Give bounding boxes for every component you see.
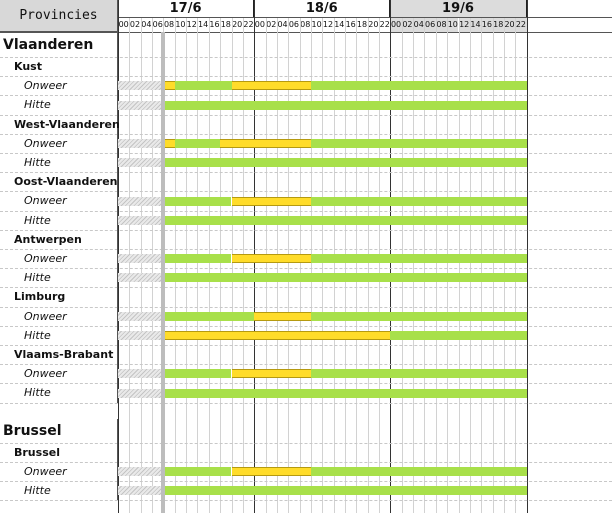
past-period-hatch (118, 369, 163, 378)
hour-gridline (424, 18, 425, 513)
hour-gridline (515, 18, 516, 513)
hour-label: 20 (368, 18, 379, 32)
hour-gridline (322, 18, 323, 513)
warning-bar-green[interactable] (311, 312, 527, 321)
past-period-hatch (118, 486, 163, 495)
hour-label: 00 (390, 18, 401, 32)
hour-label: 14 (197, 18, 208, 32)
hour-gridline (152, 18, 153, 513)
province-label: Brussel (0, 443, 118, 462)
hour-gridline (186, 18, 187, 513)
hour-label: 02 (402, 18, 413, 32)
region-label: Brussel (0, 419, 118, 443)
warning-bar-green[interactable] (163, 101, 526, 110)
warning-bar-green[interactable] (311, 197, 527, 206)
day-header: 17/6 (118, 0, 254, 17)
past-period-hatch (118, 389, 163, 398)
hour-label: 08 (300, 18, 311, 32)
hour-label: 12 (322, 18, 333, 32)
hour-label: 04 (141, 18, 152, 32)
hour-gridline (345, 18, 346, 513)
warning-bar-yellow[interactable] (163, 331, 390, 340)
warning-bar-green[interactable] (311, 467, 527, 476)
warning-bar-green[interactable] (163, 312, 254, 321)
warning-bar-green[interactable] (163, 389, 526, 398)
warning-bar-yellow[interactable] (232, 369, 311, 378)
past-period-hatch (118, 81, 163, 90)
hazard-label: Onweer (0, 249, 118, 268)
hour-gridline (459, 18, 460, 513)
province-label: Vlaams-Brabant (0, 345, 118, 364)
province-label: Kust (0, 57, 118, 76)
row-separator (0, 403, 612, 404)
hour-label: 20 (504, 18, 515, 32)
warning-bar-green[interactable] (163, 197, 231, 206)
hour-gridline (436, 18, 437, 513)
hour-label: 02 (129, 18, 140, 32)
day-header: 19/6 (390, 0, 526, 17)
hour-label: 10 (447, 18, 458, 32)
past-period-hatch (118, 101, 163, 110)
hour-label: 06 (424, 18, 435, 32)
province-label: Antwerpen (0, 230, 118, 249)
hour-gridline (141, 18, 142, 513)
hazard-label: Hitte (0, 383, 118, 402)
current-time-marker (161, 32, 165, 513)
hour-label: 06 (152, 18, 163, 32)
hour-gridline (379, 18, 380, 513)
hour-gridline (334, 18, 335, 513)
hour-label: 20 (232, 18, 243, 32)
hour-label: 10 (175, 18, 186, 32)
hazard-label: Onweer (0, 307, 118, 326)
hour-label: 16 (481, 18, 492, 32)
hour-gridline (481, 18, 482, 513)
hour-gridline (504, 18, 505, 513)
past-period-hatch (118, 216, 163, 225)
warning-bar-yellow[interactable] (232, 197, 311, 206)
hazard-label: Hitte (0, 153, 118, 172)
hour-gridline (288, 18, 289, 513)
warning-bar-yellow[interactable] (254, 312, 311, 321)
past-period-hatch (118, 254, 163, 263)
hour-gridline (311, 18, 312, 513)
hour-gridline (129, 18, 130, 513)
hour-label: 18 (493, 18, 504, 32)
hour-label: 08 (436, 18, 447, 32)
warning-bar-yellow[interactable] (220, 139, 311, 148)
hour-gridline (402, 18, 403, 513)
hour-gridline (300, 18, 301, 513)
past-period-hatch (118, 139, 163, 148)
header-divider (118, 17, 612, 18)
warning-bar-yellow[interactable] (232, 254, 311, 263)
hazard-label: Hitte (0, 268, 118, 287)
hour-gridline (175, 18, 176, 513)
warning-bar-green[interactable] (175, 81, 232, 90)
province-label: West-Vlaanderen (0, 115, 118, 134)
hour-gridline (209, 18, 210, 513)
warning-bar-yellow[interactable] (232, 81, 311, 90)
hour-label: 12 (186, 18, 197, 32)
hour-gridline (413, 18, 414, 513)
warning-bar-green[interactable] (163, 467, 231, 476)
hour-label: 16 (209, 18, 220, 32)
hour-label: 04 (277, 18, 288, 32)
hazard-label: Onweer (0, 191, 118, 210)
hour-label: 18 (220, 18, 231, 32)
past-period-hatch (118, 331, 163, 340)
hazard-label: Onweer (0, 364, 118, 383)
warning-bar-green[interactable] (175, 139, 220, 148)
hour-label: 10 (311, 18, 322, 32)
hazard-label: Onweer (0, 462, 118, 481)
hour-label: 14 (334, 18, 345, 32)
past-period-hatch (118, 158, 163, 167)
hour-label: 16 (345, 18, 356, 32)
past-period-hatch (118, 467, 163, 476)
hour-label: 22 (243, 18, 254, 32)
hour-label: 02 (266, 18, 277, 32)
hour-label: 22 (515, 18, 526, 32)
column-header-provincies: Provincies (0, 0, 118, 32)
hour-gridline (243, 18, 244, 513)
hour-gridline (368, 18, 369, 513)
warning-bar-green[interactable] (311, 369, 527, 378)
hour-gridline (232, 18, 233, 513)
hazard-label: Hitte (0, 211, 118, 230)
hazard-label: Hitte (0, 95, 118, 114)
day-header: 18/6 (254, 0, 390, 17)
hour-gridline (356, 18, 357, 513)
hour-gridline (266, 18, 267, 513)
hour-label: 04 (413, 18, 424, 32)
hour-gridline (470, 18, 471, 513)
warning-bar-green[interactable] (390, 331, 526, 340)
warning-bar-green[interactable] (311, 139, 527, 148)
warning-bar-green[interactable] (163, 486, 526, 495)
hazard-label: Hitte (0, 326, 118, 345)
province-label: Oost-Vlaanderen (0, 172, 118, 191)
past-period-hatch (118, 197, 163, 206)
warning-bar-green[interactable] (163, 254, 231, 263)
hour-gridline (447, 18, 448, 513)
hour-label: 14 (470, 18, 481, 32)
warning-bar-green[interactable] (311, 254, 527, 263)
hazard-label: Hitte (0, 481, 118, 500)
hour-label: 18 (356, 18, 367, 32)
hour-label: 08 (163, 18, 174, 32)
warning-bar-green[interactable] (163, 158, 526, 167)
hour-gridline (277, 18, 278, 513)
hour-gridline (220, 18, 221, 513)
past-period-hatch (118, 273, 163, 282)
hour-gridline (197, 18, 198, 513)
province-label: Limburg (0, 287, 118, 306)
hour-label: 06 (288, 18, 299, 32)
hazard-label: Onweer (0, 76, 118, 95)
row-separator (0, 500, 612, 501)
warning-bar-green[interactable] (163, 369, 231, 378)
hour-label: 22 (379, 18, 390, 32)
hour-gridline (493, 18, 494, 513)
warning-bar-green[interactable] (311, 81, 527, 90)
warning-bar-green[interactable] (163, 216, 526, 225)
warning-bar-green[interactable] (163, 273, 526, 282)
region-label: Vlaanderen (0, 33, 118, 57)
past-period-hatch (118, 312, 163, 321)
hour-label: 12 (459, 18, 470, 32)
hazard-label: Onweer (0, 134, 118, 153)
warning-bar-yellow[interactable] (232, 467, 311, 476)
hour-label: 00 (118, 18, 129, 32)
hour-label: 00 (254, 18, 265, 32)
